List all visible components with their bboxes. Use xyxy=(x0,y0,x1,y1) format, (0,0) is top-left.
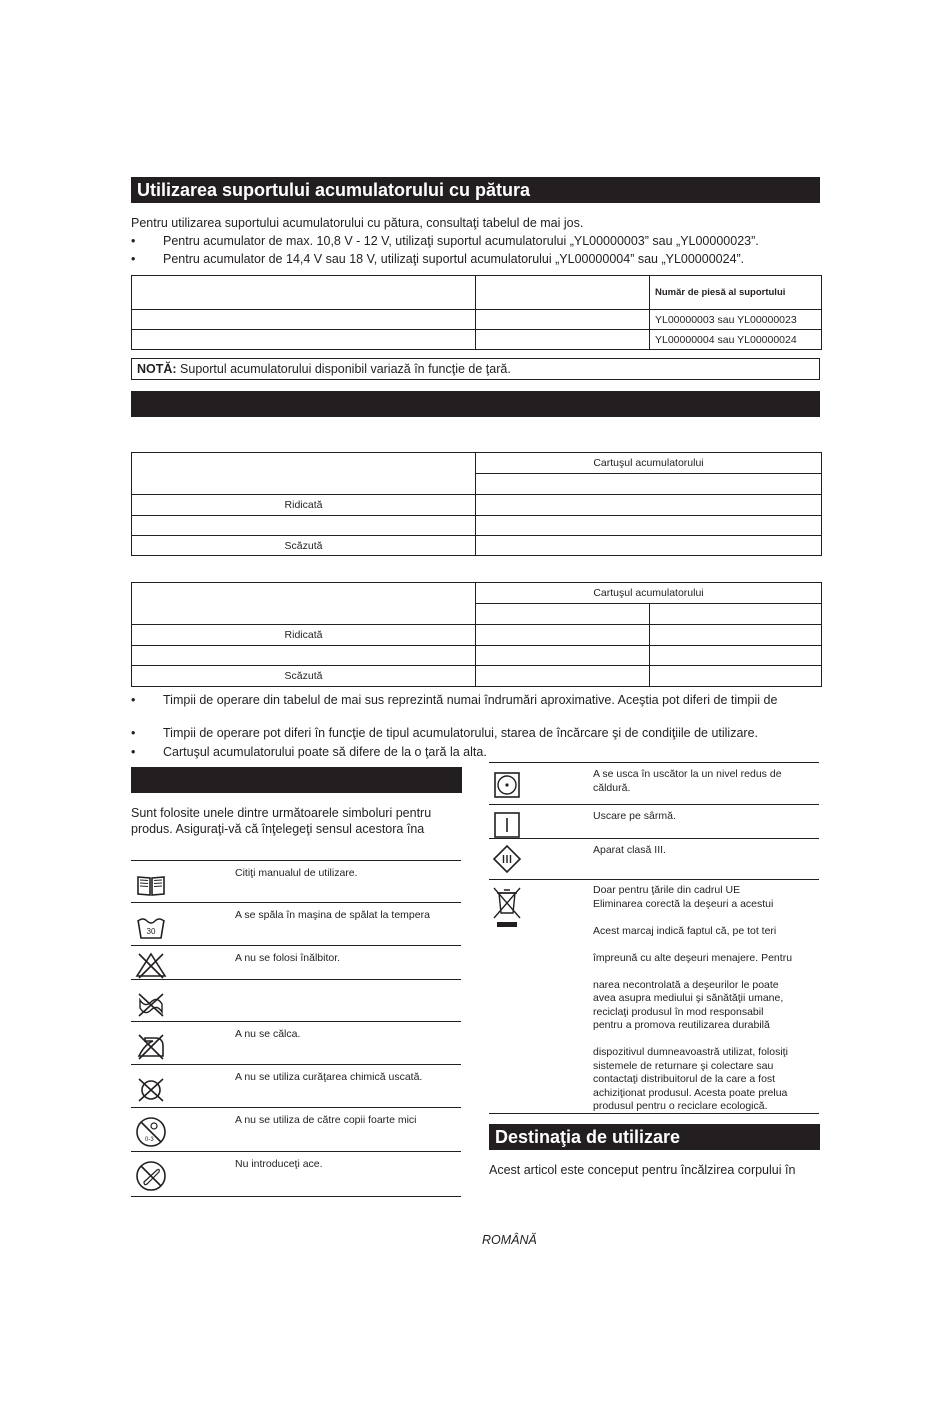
symbols-intro-line: Sunt folosite unele dintre următoarele simboluri pentru xyxy=(131,806,432,820)
symbol-description: A nu se călca. xyxy=(235,1028,301,1040)
table-cell xyxy=(476,474,822,495)
level-high-cell: Ridicată xyxy=(132,495,476,516)
symbol-row xyxy=(489,804,819,839)
table-cell xyxy=(132,276,476,310)
operating-time-table-1 xyxy=(131,452,822,556)
bullet-item: • Timpii de operare din tabelul de mai sus reprezintă numai îndrumări aproximative. Aceştia pot diferi de timpii de xyxy=(131,693,778,707)
holder-part-table xyxy=(131,275,822,350)
symbol-description xyxy=(593,844,818,858)
symbol-description-line: achiziţionat produsul. Acesta poate prelua xyxy=(593,1086,788,1099)
table-cell xyxy=(476,604,650,625)
symbol-description: A se spăla în maşina de spălat la tempera xyxy=(235,909,430,921)
section-title-symbols xyxy=(131,767,462,793)
table-cell xyxy=(476,536,822,556)
no-iron-icon xyxy=(135,1030,167,1062)
symbols-intro-line: produs. Asiguraţi-vă că înţelegeţi sensul acestora îna xyxy=(131,822,425,836)
symbol-description-line: Uscare pe sârmă. xyxy=(593,810,676,822)
symbol-description-line: Acest marcaj indică faptul că, pe tot teri xyxy=(593,924,777,937)
symbol-description xyxy=(593,768,818,795)
symbol-description-line: dispozitivul dumneavoastră utilizat, folosiţi xyxy=(593,1046,788,1058)
symbol-description-line: căldură. xyxy=(593,781,631,794)
bullet-text: Cartuşul acumulatorului poate să difere de la o ţară la alta. xyxy=(163,745,487,759)
bullet-item: • Pentru acumulator de max. 10,8 V - 12 V, utilizaţi suportul acumulatorului „YL00000003” sau „YL00000023”. xyxy=(131,234,759,248)
table-cell xyxy=(476,310,650,330)
age-range-label: 0-3 xyxy=(145,1137,154,1143)
operating-time-table-2 xyxy=(131,582,822,687)
symbol-description-line: Eliminarea corectă la deşeuri a acestui xyxy=(593,897,774,910)
bullet-text: Pentru acumulator de 14,4 V sau 18 V, utilizaţi suportul acumulatorului „YL00000004” sau „YL00000024”. xyxy=(163,252,745,266)
table-cell xyxy=(650,666,822,687)
symbol-description-line xyxy=(593,1033,818,1047)
symbol-row xyxy=(131,1064,461,1108)
wash-temperature-label: 30 xyxy=(146,927,156,936)
symbol-row xyxy=(489,879,819,1114)
symbol-row xyxy=(131,1021,461,1065)
bullet-text: Timpii de operare pot diferi în funcţie de tipul acumulatorului, starea de încărcare şi de condiţiile de utilizare. xyxy=(163,726,758,740)
symbol-row xyxy=(489,762,819,805)
table-cell xyxy=(476,276,650,310)
bullet-item: • Cartuşul acumulatorului poate să difere de la o ţară la alta. xyxy=(131,745,487,759)
class-iii-icon xyxy=(491,843,523,875)
table-cell xyxy=(650,646,822,666)
symbol-description-line xyxy=(593,938,818,952)
no-wring-icon xyxy=(135,988,167,1020)
bullet-item: • Timpii de operare pot diferi în funcţie de tipul acumulatorului, starea de încărcare şi de condiţiile de utilizare. xyxy=(131,726,758,740)
table-cell xyxy=(476,625,650,646)
symbol-description-line: împreună cu alte deşeuri menajere. Pentru xyxy=(593,951,793,964)
symbol-description-line: produsul pentru o reciclare ecologică. xyxy=(593,1100,768,1112)
level-low-cell: Scăzută xyxy=(132,536,476,556)
symbol-description-line: contactaţi distribuitorul de la care a fost xyxy=(593,1073,776,1085)
bullet-text: Timpii de operare din tabelul de mai sus reprezintă numai îndrumări aproximative. Aceştia pot diferi de timpii de xyxy=(163,693,778,707)
weee-description xyxy=(593,884,818,1114)
part-number-cell: YL00000004 sau YL00000024 xyxy=(650,330,822,350)
symbol-description-line: A se usca în uscător la un nivel redus de xyxy=(593,768,782,780)
manual-book-icon xyxy=(135,869,167,901)
table-cell xyxy=(650,625,822,646)
symbol-row xyxy=(131,945,461,980)
table-cell xyxy=(132,583,476,625)
table-cell xyxy=(476,330,650,350)
symbol-row xyxy=(131,1107,461,1152)
table-cell xyxy=(476,646,650,666)
table-cell xyxy=(132,516,476,536)
symbol-row xyxy=(131,1151,461,1197)
symbol-description: A nu se utiliza curăţarea chimică uscată. xyxy=(235,1071,423,1083)
symbol-description-line: avea asupra mediului şi sănătăţii umane, xyxy=(593,992,784,1004)
line-dry-icon xyxy=(491,809,523,841)
symbol-row xyxy=(131,979,461,1022)
symbol-description xyxy=(593,810,818,824)
symbol-description: A nu se utiliza de către copii foarte mici xyxy=(235,1114,417,1126)
section-title-battery-holder: Utilizarea suportului acumulatorului cu pătura xyxy=(131,177,820,203)
symbol-description-line: pentru a promova reutilizarea durabilă xyxy=(593,1019,770,1031)
symbol-description: Citiţi manualul de utilizare. xyxy=(235,867,358,879)
note-label: NOTĂ: xyxy=(137,362,177,376)
symbol-description-line: Doar pentru ţările din cadrul UE xyxy=(593,884,741,896)
no-pins-icon xyxy=(135,1160,167,1192)
symbol-description-line: sistemele de returnare şi colectare sau xyxy=(593,1059,774,1072)
symbol-row xyxy=(131,902,461,946)
symbol-description-line xyxy=(593,911,818,925)
symbol-row xyxy=(131,860,461,903)
symbol-description-line: narea necontrolată a deşeurilor le poate xyxy=(593,978,779,991)
tumble-dry-low-icon xyxy=(491,769,523,801)
level-high-cell: Ridicată xyxy=(132,625,476,646)
symbol-description: Nu introduceţi ace. xyxy=(235,1158,323,1170)
table-cell xyxy=(132,646,476,666)
weee-bin-icon xyxy=(491,885,523,929)
symbol-description-line xyxy=(593,965,818,979)
table-cell xyxy=(132,310,476,330)
level-low-cell: Scăzută xyxy=(132,666,476,687)
battery-cartridge-header: Cartuşul acumulatorului xyxy=(476,583,822,604)
battery-cartridge-header: Cartuşul acumulatorului xyxy=(476,453,822,474)
table-cell xyxy=(132,453,476,495)
table-cell xyxy=(476,495,822,516)
intended-use-text: Acest articol este conceput pentru încălzirea corpului în xyxy=(489,1163,796,1177)
bullet-text: Pentru acumulator de max. 10,8 V - 12 V, utilizaţi suportul acumulatorului „YL00000003” sau „YL00000023”. xyxy=(163,234,759,248)
table-cell xyxy=(650,604,822,625)
symbol-description-line: Aparat clasă III. xyxy=(593,844,666,856)
section-title-intended-use: Destinaţia de utilizare xyxy=(489,1124,820,1150)
note-text: Suportul acumulatorului disponibil variază în funcţie de ţară. xyxy=(176,362,511,376)
table-cell xyxy=(476,666,650,687)
no-bleach-icon xyxy=(135,949,167,981)
symbol-description-line: reciclaţi produsul în mod responsabil xyxy=(593,1005,764,1018)
part-number-cell: YL00000003 sau YL00000023 xyxy=(650,310,822,330)
wash-30-icon xyxy=(135,911,167,943)
note-box xyxy=(131,358,820,380)
table-cell xyxy=(132,330,476,350)
section-title-operating-time xyxy=(131,391,820,417)
symbol-description: A nu se folosi înălbitor. xyxy=(235,952,341,964)
no-dry-clean-icon xyxy=(135,1073,167,1105)
no-young-children-icon xyxy=(135,1116,167,1148)
table-cell xyxy=(476,516,822,536)
page-language-footer: ROMÂNĂ xyxy=(482,1233,537,1247)
bullet-item: • Pentru acumulator de 14,4 V sau 18 V, utilizaţi suportul acumulatorului „YL00000004” sau „YL00000024”. xyxy=(131,252,745,266)
section-intro: Pentru utilizarea suportului acumulatorului cu pătura, consultaţi tabelul de mai jos. xyxy=(131,216,584,230)
symbol-row xyxy=(489,838,819,880)
part-number-header: Număr de piesă al suportului xyxy=(650,276,822,310)
